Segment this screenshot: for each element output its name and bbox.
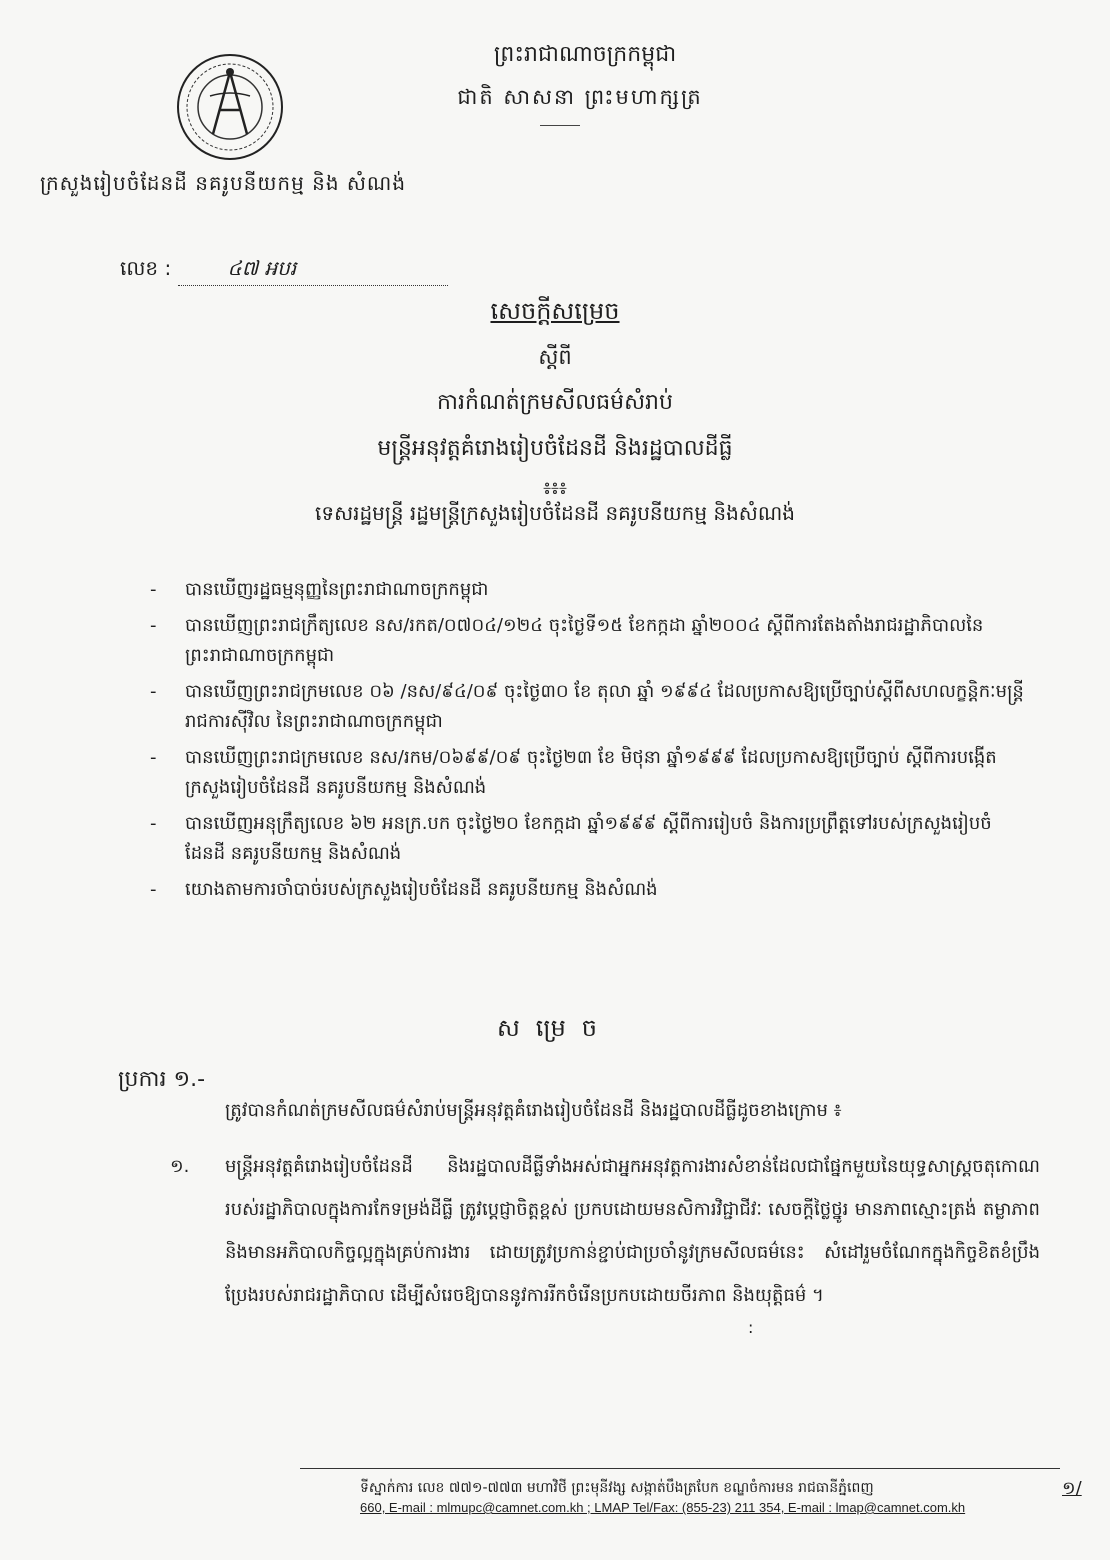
article-label: ប្រការ ១.- [118,1067,206,1092]
list-item: - បានឃើញរដ្ឋធម្មនុញ្ញនៃព្រះរាជាណាចក្រកម្ពុជា [150,575,1030,605]
title-subject-word: ស្តីពី [538,345,572,369]
footer-address: ទីស្នាក់ការ លេខ ៧៧១-៧៧៣ មហាវិថី ព្រះមុនីវង្ស សង្កាត់បឹងត្របែក ខណ្ឌចំការមន រាជធានីភ្នំពេញ [360,1480,874,1496]
reference-line [120,255,448,286]
clause-1 [170,1145,1040,1317]
footer-contacts: 660, E-mail : mlmupc@camnet.com.kh ; LMAP Tel/Fax: (855-23) 211 354, E-mail : lmap@camnet.com.kh [360,1500,966,1515]
list-item: - បានឃើញព្រះរាជក្រមលេខ ០៦ /នស/៩៤/០៩ ចុះថ្ងៃ៣០ ខែ តុលា ឆ្នាំ ១៩៩៤ ដែលប្រកាសឱ្យប្រើច្បាប់ស្តីពីសហលក្ខន្តិកៈមន្ត្រីរាជការស៊ីវិល នៃព្រះរាជាណាចក្រកម្ពុជា [150,677,1030,737]
reference-number: ៤៧ អបរ [178,255,448,286]
title-separator: ៖៖៖ [543,478,567,499]
reference-label: លេខ : [120,256,172,280]
issuing-minister: ទេសរដ្ឋមន្ត្រី រដ្ឋមន្ត្រីក្រសួងរៀបចំដែនដី នគរូបនីយកម្ម និងសំណង់ [315,501,795,525]
list-item: - បានឃើញអនុក្រឹត្យលេខ ៦២ អនក្រ.បក ចុះថ្ងៃ២០ ខែកក្កដា ឆ្នាំ១៩៩៩ ស្តីពីការរៀបចំ និងការប្រព្រឹត្តទៅរបស់ក្រសួងរៀបចំ ដែនដី នគរូបនីយកម្ម និងសំណង់ [150,809,1030,869]
clause-number: ១. [170,1156,190,1177]
national-motto: ជាតិ សាសនា ព្រះមហាក្សត្រ [457,85,703,109]
title-subject-line-2: មន្ត្រីអនុវត្តគំរោងរៀបចំដែនដី និងរដ្ឋបាលដីធ្លី [377,436,733,461]
list-item: - យោងតាមការចាំបាច់របស់ក្រសួងរៀបចំដែនដី នគរូបនីយកម្ម និងសំណង់ [150,875,1030,905]
clause-text: មន្ត្រីអនុវត្តគំរោងរៀបចំដែនដី និងរដ្ឋបាលដីធ្លីទាំងអស់ជាអ្នកអនុវត្តការងារសំខាន់ដែលជាផ្នែកមួយនៃយុទ្ធសាស្ត្រចតុកោណរបស់រដ្ឋាភិបាលក្នុងការកែទម្រង់ដីធ្លី ត្រូវប្តេជ្ញាចិត្តខ្ពស់ ប្រកបដោយមនសិការវិជ្ជាជីវៈ សេចក្តីថ្លៃថ្នូរ មានភាពស្មោះត្រង់ តម្លាភាព និងមានអភិបាលកិច្ចល្អក្នុងគ្រប់ការងារ ដោយត្រូវប្រកាន់ខ្ជាប់ជាប្រចាំនូវក្រមសីលធម៌នេះ សំដៅរួមចំណែកក្នុងកិច្ចខិតខំប្រឹងប្រែងរបស់រាជរដ្ឋាភិបាល ដើម្បីសំរេចឱ្យបាននូវការរីកចំរើនប្រកបដោយចីរភាព និងយុត្តិធម៌ ។ [225,1156,1040,1306]
scan-mark: : [748,1318,754,1337]
ministry-seal-logo [175,52,285,162]
page-number: ១/ [1062,1478,1082,1499]
motto-divider [540,125,580,126]
considerations-list [150,575,1030,911]
list-item: - បានឃើញព្រះរាជក្រមលេខ នស/រកម/០៦៩៩/០៩ ចុះថ្ងៃ២៣ ខែ មិថុនា ឆ្នាំ១៩៩៩ ដែលប្រកាសឱ្យប្រើច្បាប់ ស្តីពីការបង្កើតក្រសួងរៀបចំដែនដី នគរូបនីយកម្ម និងសំណង់ [150,743,1030,803]
ministry-name: ក្រសួងរៀបចំដែនដី នគរូបនីយកម្ម និង សំណង់ [40,171,407,195]
kingdom-heading: ព្រះរាជាណាចក្រកម្ពុជា [493,42,677,67]
decision-heading: សម្រេច [496,1014,614,1042]
list-item: - បានឃើញព្រះរាជក្រឹត្យលេខ នស/រកត/០៧០៤/១២៤ ចុះថ្ងៃទី១៥ ខែកក្កដា ឆ្នាំ២០០៤ ស្តីពីការតែងតាំងរាជរដ្ឋាភិបាលនៃព្រះរាជាណាចក្រកម្ពុជា [150,611,1030,671]
article-intro: ត្រូវបានកំណត់ក្រមសីលធម៌សំរាប់មន្ត្រីអនុវត្តគំរោងរៀបចំដែនដី និងរដ្ឋបាលដីធ្លីដូចខាងក្រោម ៖ [225,1100,842,1121]
document-title: សេចក្តីសម្រេច [490,297,620,325]
footer-divider [300,1468,1060,1469]
title-subject-line: ការកំណត់ក្រមសីលធម៌សំរាប់ [437,390,673,415]
